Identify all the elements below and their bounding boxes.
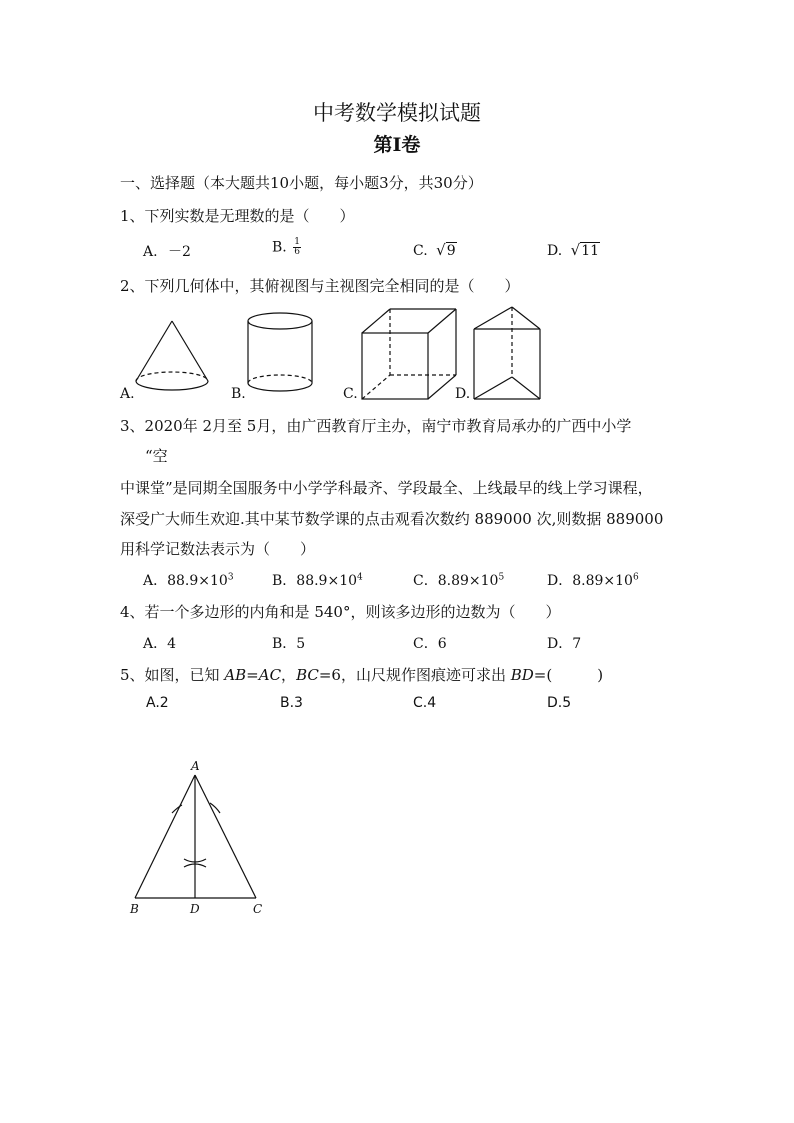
q1-b-denominator: 6 <box>294 247 300 257</box>
q4-option-a: A．4 <box>143 636 177 652</box>
q3-a-text: A．88.9×10 <box>143 573 228 589</box>
q2-label-b: B. <box>231 386 246 402</box>
q2-stem: 2、下列几何体中，其俯视图与主视图完全相同的是（ ） <box>120 277 520 295</box>
q5-comma: ， <box>281 666 297 684</box>
sqrt-icon: √ <box>570 241 581 259</box>
q3-option-d <box>547 570 639 590</box>
q1-option-d <box>547 241 600 259</box>
sqrt-icon: √ <box>436 241 446 259</box>
q5-stem <box>120 664 603 685</box>
volume-title: 第Ⅰ卷 <box>373 134 421 156</box>
q1-d-sqrt <box>571 241 600 259</box>
q1-option-c <box>413 241 457 259</box>
q3-d-text: D．8.89×10 <box>547 573 633 589</box>
q1-c-sqrt <box>436 241 456 259</box>
q1-stem: 1、下列实数是无理数的是（ ） <box>120 207 355 225</box>
q5-stem-pre: 5、如图，已知 <box>120 666 225 684</box>
q1-option-a <box>143 241 191 261</box>
section-heading: 一、选择题（本大题共10小题，每小题3分，共30分） <box>120 174 483 192</box>
q1-b-fraction <box>293 238 301 257</box>
cube-figure <box>362 309 456 399</box>
q4-option-c: C．6 <box>413 636 447 652</box>
fig-label-b: B <box>130 902 139 916</box>
fig-label-c: C <box>253 902 263 916</box>
q5-stem-post: =( ) <box>533 666 604 684</box>
q1-b-numerator: 1 <box>294 237 300 247</box>
q3-option-c <box>413 570 504 590</box>
cylinder-figure <box>248 313 312 391</box>
q2-solids-figure <box>118 305 558 405</box>
q2-label-d: D. <box>455 386 471 402</box>
q3-b-text: B．88.9×10 <box>272 573 358 589</box>
q3-line1: 3、2020年 2月至 5月，由广西教育厅主办，南宁市教育局承办的广西中小学 <box>120 417 632 435</box>
q3-line3: 深受广大师生欢迎.其中某节数学课的点击观看次数约 889000 次,则数据 889000 <box>120 510 664 528</box>
q5-bc: BC <box>296 666 319 684</box>
q3-c-exponent: 5 <box>498 572 505 583</box>
q4-stem: 4、若一个多边形的内角和是 540°，则该多边形的边数为（ ） <box>120 603 561 621</box>
q3-c-text: C．8.89×10 <box>413 573 499 589</box>
q5-bd: BD <box>510 666 534 684</box>
q1-a-value: －2 <box>168 244 191 260</box>
side-ac <box>195 775 256 898</box>
q1-d-label: D. <box>547 243 563 259</box>
q5-option-d: D.5 <box>547 695 572 711</box>
q1-d-radicand: 11 <box>581 243 600 259</box>
q5-triangle-figure <box>120 755 280 920</box>
q1-c-radicand: 9 <box>446 243 456 259</box>
side-ab <box>135 775 195 898</box>
q4-option-b: B．5 <box>272 636 306 652</box>
q3-line2: 中课堂”是同期全国服务中小学学科最齐、学段最全、上线最早的线上学习课程， <box>120 479 653 497</box>
q5-option-c: C.4 <box>413 695 437 711</box>
q2-label-a: A. <box>120 386 135 402</box>
q4-option-d: D．7 <box>547 636 582 652</box>
q3-line4: 用科学记数法表示为（ ） <box>120 540 316 558</box>
q5-bc-val: =6，山尺规作图痕迹可求出 <box>318 666 511 684</box>
q1-b-label: B. <box>272 239 287 256</box>
q3-b-exponent: 4 <box>357 572 363 583</box>
q3-a-exponent: 3 <box>227 572 234 583</box>
q3-line1b: “空 <box>145 447 168 465</box>
q3-option-b <box>272 570 363 590</box>
q5-option-b: B.3 <box>280 695 303 711</box>
q1-a-label: A. <box>143 244 158 260</box>
cone-figure <box>136 321 208 390</box>
q5-option-a: A.2 <box>146 695 169 711</box>
prism-figure <box>474 307 540 399</box>
q3-option-a <box>143 570 234 590</box>
q2-label-c: C. <box>343 386 358 402</box>
q1-option-b <box>272 238 301 257</box>
page-title: 中考数学模拟试题 <box>313 101 481 125</box>
q1-c-label: C. <box>413 243 428 259</box>
q5-ab-ac: AB=AC <box>224 666 282 684</box>
fig-label-a: A <box>191 759 200 773</box>
q3-d-exponent: 6 <box>632 572 639 583</box>
fig-label-d: D <box>190 902 200 916</box>
